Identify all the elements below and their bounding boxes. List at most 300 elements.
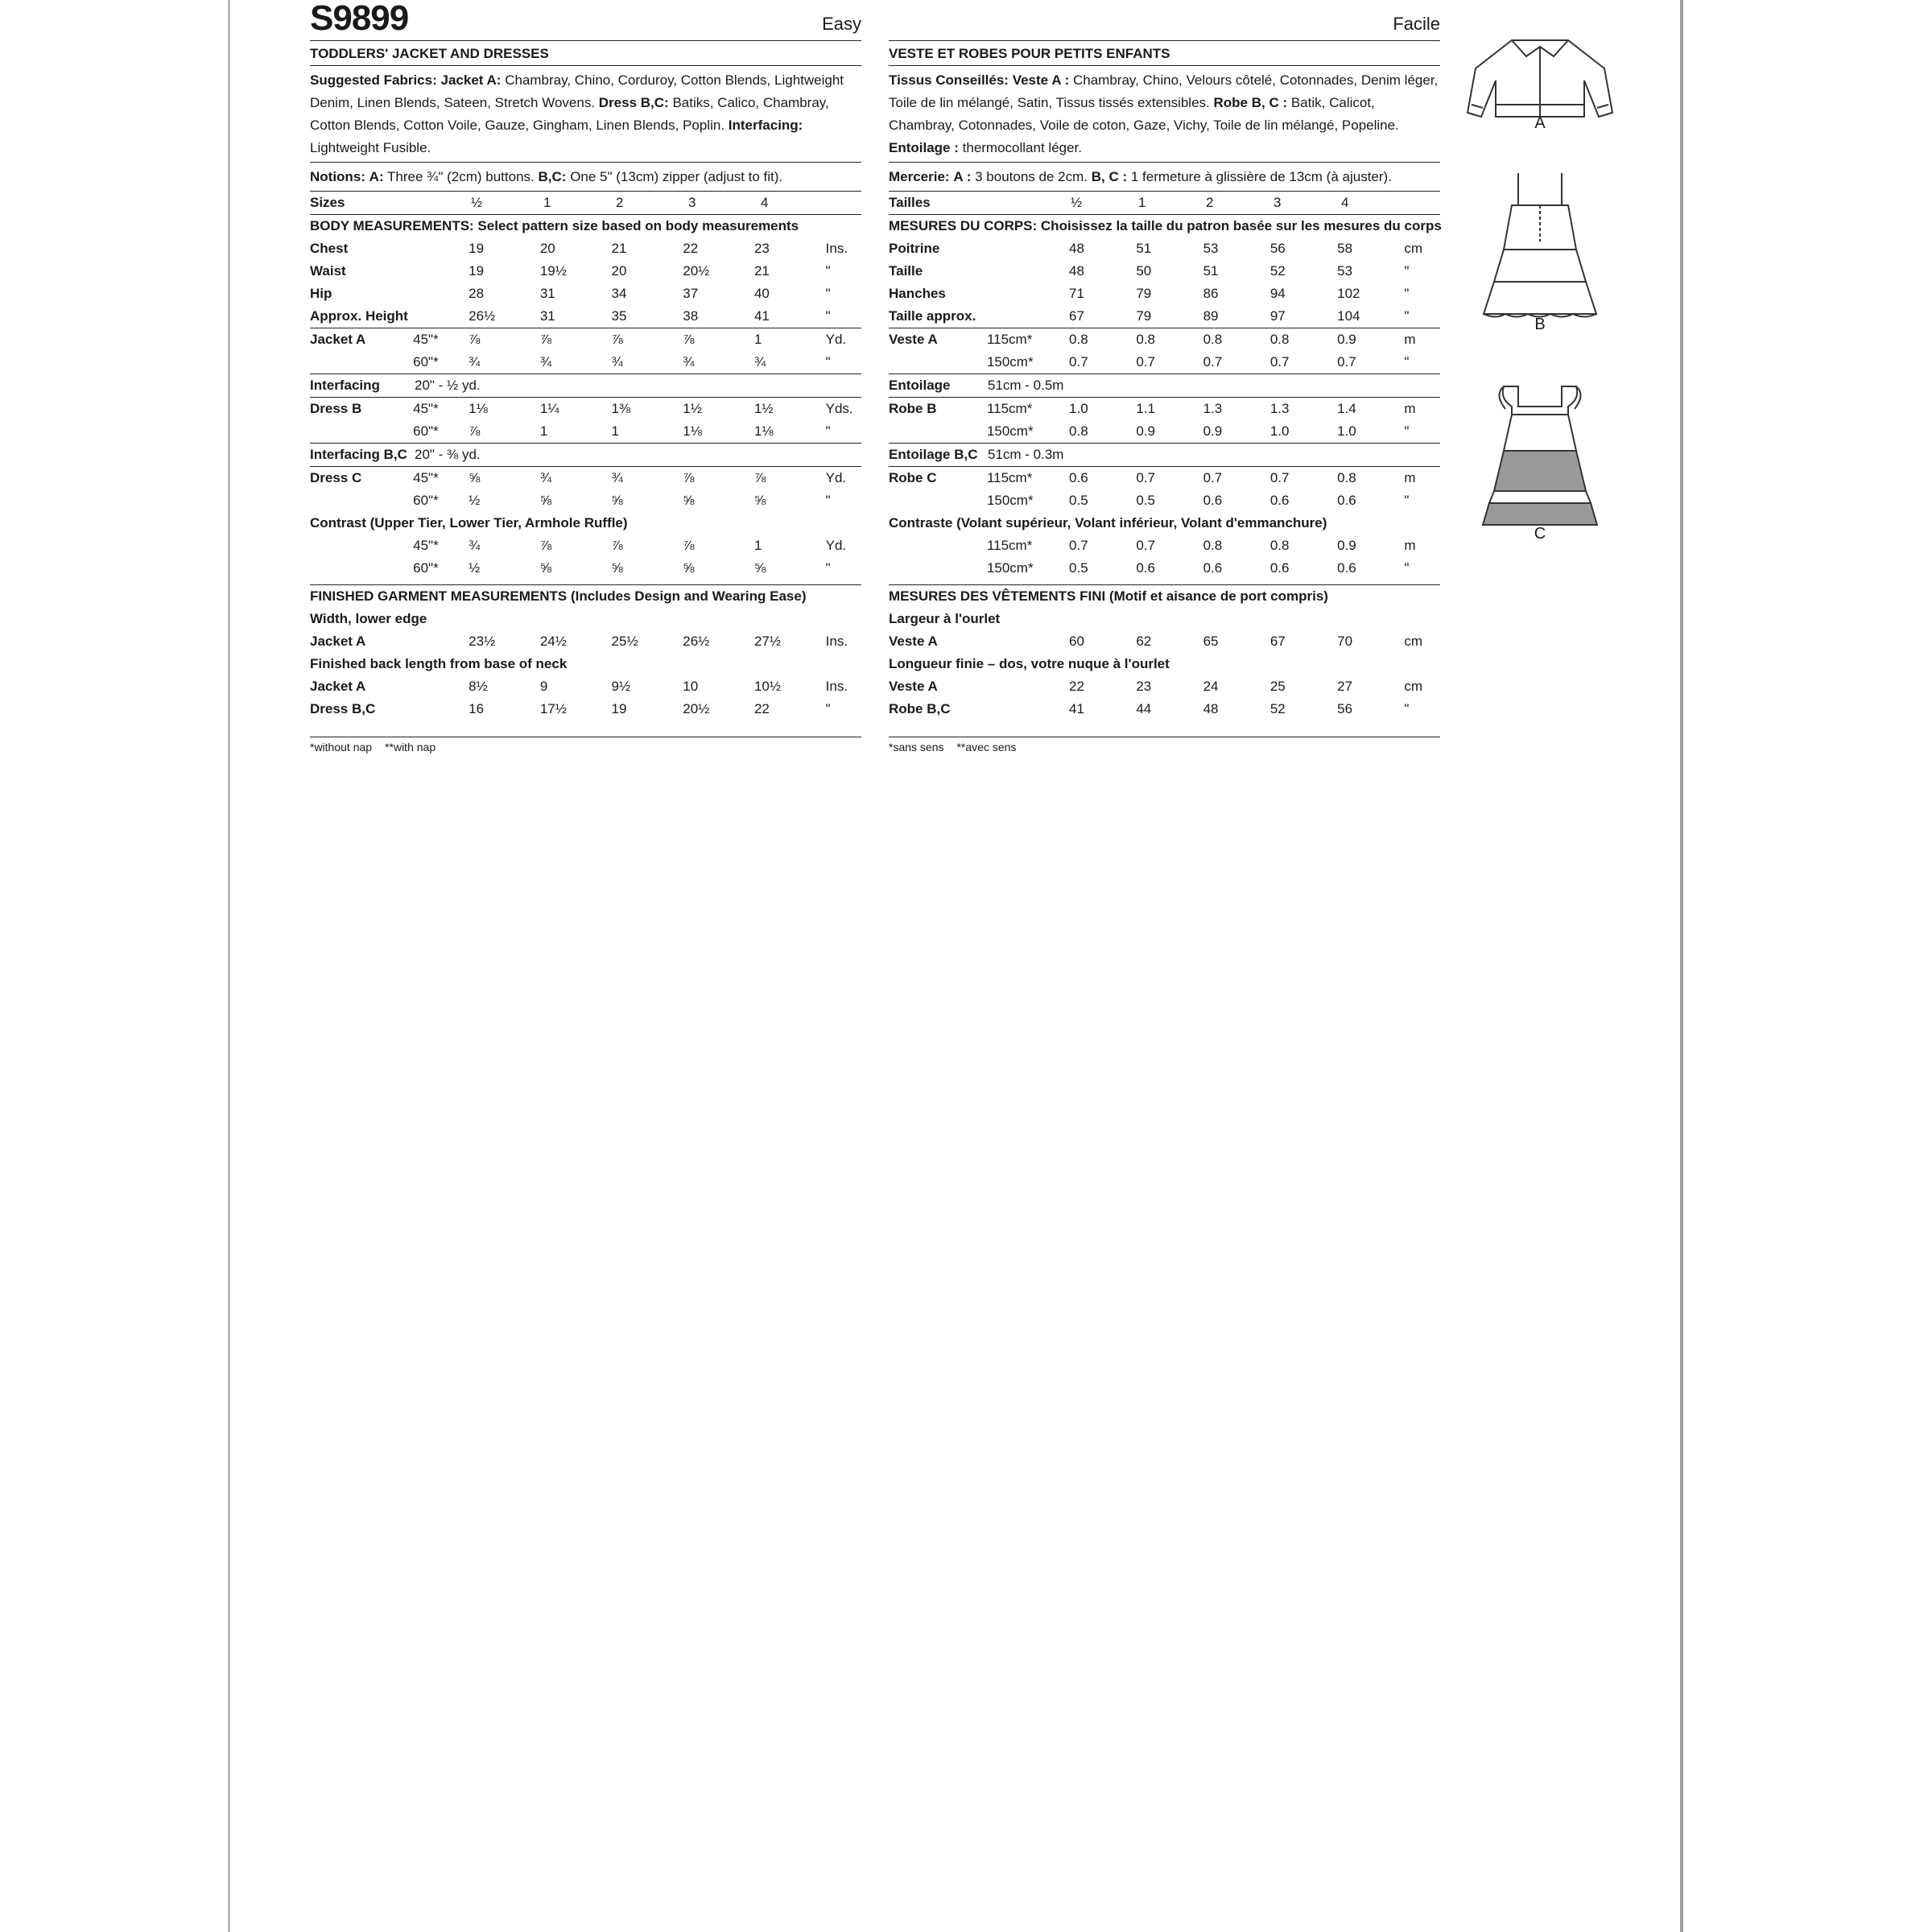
size-value: 62 (1136, 634, 1152, 649)
size-header: ½ (1071, 195, 1083, 210)
size-value: ⅞ (539, 332, 552, 347)
length-heading (889, 653, 1440, 675)
size-value: 35 (611, 308, 627, 324)
spacer (988, 192, 1071, 214)
sizes-label: Sizes (310, 195, 345, 210)
size-value: 25 (1269, 679, 1286, 694)
size-value: ⅝ (753, 560, 766, 576)
fabrics-label: Suggested Fabrics: (310, 72, 437, 88)
difficulty-level: Facile (1393, 14, 1440, 34)
finished-heading (889, 584, 1440, 608)
unit: m (1404, 332, 1416, 347)
size-value: 28 (469, 286, 485, 301)
view-b (1455, 161, 1624, 370)
size-value: 17½ (539, 701, 567, 716)
dress-c-yardage-row (310, 489, 861, 512)
size-value: 0.7 (1269, 354, 1290, 369)
size-value: 0.7 (1337, 354, 1356, 369)
size-value: 23 (753, 241, 770, 256)
sizes-row (889, 191, 1440, 214)
unit: " (1404, 701, 1410, 716)
size-value: 1.3 (1269, 401, 1290, 416)
size-value: 25½ (611, 634, 638, 649)
size-header: 4 (761, 195, 769, 210)
row-label: Taille (889, 263, 923, 279)
dress-c-drawing (1455, 370, 1624, 531)
width-heading (889, 608, 1440, 630)
size-value: 51 (1203, 263, 1219, 279)
size-value: 1.4 (1337, 401, 1356, 416)
size-value: 0.5 (1069, 560, 1088, 576)
size-value: 0.8 (1203, 332, 1223, 347)
size-value: 20 (539, 241, 555, 256)
finished-heading-text: MESURES DES VÊTEMENTS FINI (Motif et aisance de port compris) (889, 588, 1328, 604)
spacer (415, 192, 471, 214)
size-value: ¾ (469, 354, 481, 369)
size-value: 104 (1337, 308, 1360, 324)
size-value: ⅝ (539, 493, 552, 508)
size-value: 67 (1269, 634, 1286, 649)
size-value: 24 (1203, 679, 1219, 694)
row-label: Dress B (310, 401, 362, 416)
size-value: 1¼ (539, 401, 559, 416)
unit: " (825, 423, 831, 439)
size-value: 1⅛ (753, 423, 774, 439)
body-measurement-row (310, 260, 861, 283)
finished-heading (310, 584, 861, 608)
header (889, 0, 1440, 40)
size-value: 38 (683, 308, 699, 324)
size-value: 1.0 (1069, 401, 1088, 416)
unit: " (1404, 423, 1410, 439)
row-label (889, 489, 987, 512)
contrast-yardage-row (310, 535, 861, 557)
size-value: 20½ (683, 701, 710, 716)
interfacing-row (310, 374, 861, 397)
size-header: 3 (1274, 195, 1282, 210)
garment-views (1455, 24, 1624, 543)
size-value: 0.8 (1069, 332, 1088, 347)
size-header: 1 (1138, 195, 1146, 210)
size-value: 0.7 (1069, 538, 1088, 553)
size-value: 27½ (753, 634, 782, 649)
fabrics-int-label: Interfacing: (728, 118, 803, 133)
size-value: 53 (1203, 241, 1219, 256)
row-label: Approx. Height (310, 308, 408, 324)
size-value: ⅞ (539, 538, 552, 553)
unit: Ins. (825, 679, 848, 694)
size-value: 0.7 (1136, 354, 1155, 369)
footnotes (310, 737, 861, 753)
size-value: 26½ (683, 634, 710, 649)
size-value: ⅝ (611, 493, 623, 508)
size-value: 51 (1136, 241, 1152, 256)
body-measurement-row (310, 305, 861, 328)
unit: " (1404, 493, 1410, 508)
footnote-without-nap: *without nap (310, 741, 373, 753)
interfacing-amount: 20" - ½ yd. (415, 378, 481, 393)
size-value: ⅞ (469, 423, 481, 439)
size-value: 0.7 (1136, 538, 1155, 553)
body-measurement-row (889, 237, 1440, 260)
size-value: 0.6 (1069, 470, 1088, 485)
row-label: Veste A (889, 634, 938, 649)
difficulty-level: Easy (822, 14, 861, 34)
length-label: Finished back length from base of neck (310, 656, 568, 671)
fabric-width: 115cm* (986, 470, 1033, 485)
size-value: 0.8 (1269, 538, 1290, 553)
size-value: 1½ (753, 401, 774, 416)
notions-bc-text: One 5" (13cm) zipper (adjust to fit). (570, 169, 783, 184)
unit: " (825, 308, 831, 324)
size-value: 1 (611, 423, 619, 439)
row-label: Interfacing B,C (310, 447, 407, 462)
size-value: ⅞ (611, 538, 623, 553)
size-value: 0.6 (1269, 493, 1290, 508)
row-label: Veste A (889, 332, 938, 347)
fabric-width (987, 305, 1069, 328)
footnote-with-nap: **avec sens (956, 741, 1017, 753)
fabric-width: 45"* (413, 332, 439, 347)
interfacing-bc-row (889, 443, 1440, 466)
fabric-width: 115cm* (986, 401, 1033, 416)
fabric-width: 150cm* (986, 493, 1034, 508)
row-label: Hip (310, 286, 332, 301)
row-label (310, 557, 413, 580)
size-value: 9 (539, 679, 548, 694)
row-label (310, 489, 413, 512)
footnote-without-nap: *sans sens (889, 741, 944, 753)
fabric-width (987, 237, 1069, 260)
size-value: 89 (1203, 308, 1219, 324)
fabric-width: 115cm* (986, 538, 1033, 553)
row-label: Veste A (889, 679, 938, 694)
fabric-width (987, 630, 1069, 653)
unit: " (1404, 263, 1410, 279)
finished-width-row (889, 630, 1440, 653)
fabric-width (987, 675, 1069, 698)
fabrics-a-label: Jacket A: (440, 72, 502, 88)
fabric-width: 60"* (413, 354, 439, 369)
unit: " (1404, 308, 1410, 324)
size-value: 48 (1203, 701, 1219, 716)
size-value: 0.7 (1203, 354, 1223, 369)
size-header: 2 (616, 195, 624, 210)
size-value: 0.8 (1136, 332, 1155, 347)
size-value: 0.6 (1269, 560, 1290, 576)
fabric-width (987, 283, 1069, 305)
size-value: 40 (753, 286, 770, 301)
interfacing-bc-row (310, 443, 861, 466)
size-value: 0.8 (1069, 423, 1088, 439)
size-value: ¾ (611, 470, 623, 485)
row-label: Entoilage (889, 378, 951, 393)
size-value: ¾ (611, 354, 623, 369)
unit: m (1404, 470, 1416, 485)
size-value: 86 (1203, 286, 1219, 301)
fabric-width: 45"* (413, 401, 439, 416)
size-value: 27 (1337, 679, 1353, 694)
size-value: 0.5 (1069, 493, 1088, 508)
row-label: Robe C (889, 470, 937, 485)
notions-label: Mercerie: (889, 169, 950, 184)
size-value: 50 (1136, 263, 1152, 279)
notions-a-label: A: (369, 169, 384, 184)
unit: m (1404, 538, 1416, 553)
size-value: 0.6 (1337, 560, 1356, 576)
fabric-width (987, 698, 1069, 720)
width-label: Largeur à l'ourlet (889, 611, 1001, 626)
section-title: VESTE ET ROBES POUR PETITS ENFANTS (889, 40, 1440, 65)
size-value: 1.0 (1269, 423, 1290, 439)
fabrics-int-text: Lightweight Fusible. (310, 140, 431, 155)
size-value: ⅝ (611, 560, 623, 576)
fabric-width: 60"* (413, 560, 439, 576)
size-value: 65 (1203, 634, 1219, 649)
interfacing-amount: 20" - ⅜ yd. (415, 447, 481, 462)
dress-c-yardage-row (889, 466, 1440, 489)
width-heading (310, 608, 861, 630)
size-value: ¾ (539, 354, 552, 369)
unit: " (1404, 354, 1410, 369)
size-value: ⅝ (683, 560, 695, 576)
row-label (889, 535, 987, 557)
row-label: Jacket A (310, 634, 366, 649)
footnote-with-nap: **with nap (385, 741, 436, 753)
unit: " (825, 493, 831, 508)
size-value: 0.8 (1269, 332, 1290, 347)
dress-c-yardage-row (889, 489, 1440, 512)
row-label: Jacket A (310, 679, 366, 694)
unit: cm (1404, 679, 1423, 694)
size-value: 0.9 (1337, 538, 1356, 553)
interfacing-amount: 51cm - 0.3m (988, 447, 1064, 462)
size-value: 0.9 (1337, 332, 1356, 347)
size-value: 19 (611, 701, 627, 716)
fabrics-label: Tissus Conseillés: (889, 72, 1009, 88)
size-value: ⅞ (611, 332, 623, 347)
size-value: 34 (611, 286, 627, 301)
size-value: 1.3 (1203, 401, 1223, 416)
fabric-width (413, 305, 469, 328)
unit: Yd. (825, 332, 847, 347)
notions-bc-label: B,C: (538, 169, 567, 184)
size-value: ⅞ (469, 332, 481, 347)
suggested-fabrics (889, 65, 1440, 162)
size-value: ¾ (539, 470, 552, 485)
size-value: 79 (1136, 308, 1152, 324)
unit: " (825, 701, 831, 716)
unit: m (1404, 401, 1416, 416)
size-value: 0.7 (1269, 470, 1290, 485)
row-label: Chest (310, 241, 349, 256)
dress-c-yardage-row (310, 466, 861, 489)
unit: cm (1404, 634, 1423, 649)
size-value: 20 (611, 263, 627, 279)
size-value: ⅞ (753, 470, 766, 485)
size-value: 0.6 (1136, 560, 1155, 576)
contrast-label: Contraste (Volant supérieur, Volant inférieur, Volant d'emmanchure) (889, 515, 1327, 530)
row-label: Interfacing (310, 378, 380, 393)
size-value: 0.8 (1203, 538, 1223, 553)
size-value: 1⅜ (611, 401, 631, 416)
row-label (889, 420, 987, 443)
row-label: Poitrine (889, 241, 940, 256)
size-value: 53 (1337, 263, 1353, 279)
size-value: ⅝ (683, 493, 695, 508)
section-title: TODDLERS' JACKET AND DRESSES (310, 40, 861, 65)
notions-label: Notions: (310, 169, 365, 184)
footnotes (889, 737, 1440, 753)
size-value: 31 (539, 286, 555, 301)
sizes-row (310, 191, 861, 214)
finished-length-row (889, 698, 1440, 720)
body-measurement-row (310, 237, 861, 260)
size-value: ¾ (469, 538, 481, 553)
view-c-label: C (1534, 525, 1546, 543)
row-label: Hanches (889, 286, 946, 301)
size-value: 22 (683, 241, 699, 256)
unit: " (1404, 286, 1410, 301)
size-value: 0.6 (1203, 493, 1223, 508)
fabrics-bc-text: Batik, Calicot, Chambray, Cotonnades, Voile de coton, Gaze, Vichy, Toile de lin mélangé, Popeline. (889, 95, 1399, 133)
size-value: 26½ (469, 308, 496, 324)
body-measurements-heading (310, 214, 861, 237)
size-value: 1½ (683, 401, 702, 416)
size-value: 102 (1337, 286, 1360, 301)
fabric-width (413, 630, 469, 653)
fabric-width (413, 698, 469, 720)
size-value: 60 (1069, 634, 1084, 649)
size-value: 1.0 (1337, 423, 1356, 439)
size-value: 79 (1136, 286, 1152, 301)
fabric-width: 45"* (413, 470, 439, 485)
size-value: 70 (1337, 634, 1353, 649)
header (310, 0, 861, 40)
jacket-a-yardage-row (310, 351, 861, 374)
body-heading-text: MESURES DU CORPS: Choisissez la taille du patron basée sur les mesures du corps (889, 218, 1442, 233)
fabric-width: 115cm* (986, 332, 1033, 347)
size-value: 0.6 (1337, 493, 1356, 508)
finished-length-row (889, 675, 1440, 698)
fabric-width: 150cm* (986, 560, 1034, 576)
unit: " (825, 286, 831, 301)
size-value: 24½ (539, 634, 567, 649)
size-value: 71 (1069, 286, 1084, 301)
jacket-a-yardage-row (889, 328, 1440, 351)
notions (889, 162, 1440, 191)
unit: Yd. (825, 538, 847, 553)
page-edge-left (228, 0, 230, 1932)
size-value: 52 (1269, 701, 1286, 716)
size-header: 2 (1206, 195, 1214, 210)
notions-bc-label: B, C : (1091, 169, 1128, 184)
size-value: 21 (611, 241, 627, 256)
dress-b-drawing (1455, 161, 1624, 322)
fabric-width: 150cm* (986, 423, 1034, 439)
size-value: 0.7 (1069, 354, 1088, 369)
finished-length-row (310, 698, 861, 720)
view-a-label: A (1534, 114, 1546, 132)
view-b-label: B (1534, 316, 1546, 333)
size-value: 22 (753, 701, 770, 716)
row-label: Robe B,C (889, 701, 951, 716)
size-value: 0.7 (1136, 470, 1155, 485)
size-value: 44 (1136, 701, 1152, 716)
fabrics-a-label: Veste A : (1012, 72, 1070, 88)
body-measurement-row (310, 283, 861, 305)
size-value: ¾ (683, 354, 695, 369)
size-value: 0.8 (1337, 470, 1356, 485)
size-value: 1 (753, 538, 762, 553)
length-heading (310, 653, 861, 675)
dress-b-yardage-row (889, 397, 1440, 420)
unit: Ins. (825, 241, 848, 256)
fabric-width (987, 260, 1069, 283)
size-header: ½ (471, 195, 483, 210)
size-value: 16 (469, 701, 485, 716)
fabric-width (413, 283, 469, 305)
size-value: 58 (1337, 241, 1353, 256)
row-label: Taille approx. (889, 308, 976, 324)
body-measurements-heading (889, 214, 1440, 237)
size-value: 1.1 (1136, 401, 1155, 416)
notions (310, 162, 861, 191)
size-value: 0.7 (1203, 470, 1223, 485)
size-value: 56 (1269, 241, 1286, 256)
notions-a-text: 3 boutons de 2cm. (975, 169, 1088, 184)
contrast-yardage-row (889, 557, 1440, 580)
unit: " (1404, 560, 1410, 576)
contrast-yardage-row (310, 557, 861, 580)
size-value: ⅞ (683, 538, 695, 553)
sizes-label: Tailles (889, 195, 931, 210)
size-value: 1⅛ (469, 401, 488, 416)
unit: cm (1404, 241, 1423, 256)
size-value: 19 (469, 263, 485, 279)
size-value: 8½ (469, 679, 488, 694)
row-label (310, 351, 413, 374)
size-value: ⅝ (539, 560, 552, 576)
body-measurement-row (889, 283, 1440, 305)
dress-b-yardage-row (310, 397, 861, 420)
width-label: Width, lower edge (310, 611, 427, 626)
size-value: 9½ (611, 679, 631, 694)
size-value: 1 (753, 332, 762, 347)
english-column (310, 0, 861, 753)
size-value: 22 (1069, 679, 1084, 694)
size-value: 41 (1069, 701, 1084, 716)
size-value: 56 (1337, 701, 1353, 716)
fabrics-bc-text: Batiks, Calico, Chambray, Cotton Blends, Cotton Voile, Gauze, Gingham, Linen Blends, Poplin. (310, 95, 829, 133)
size-value: 23 (1136, 679, 1152, 694)
interfacing-row (889, 374, 1440, 397)
body-measurement-row (889, 260, 1440, 283)
size-value: 48 (1069, 263, 1084, 279)
fabrics-int-label: Entoilage : (889, 140, 959, 155)
size-value: 23½ (469, 634, 496, 649)
interfacing-amount: 51cm - 0.5m (988, 378, 1064, 393)
size-value: 10½ (753, 679, 782, 694)
size-value: 0.9 (1203, 423, 1223, 439)
size-value: 37 (683, 286, 699, 301)
size-value: 19½ (539, 263, 567, 279)
size-value: ⅞ (683, 470, 695, 485)
row-label (889, 557, 987, 580)
notions-a-text: Three ¾" (2cm) buttons. (387, 169, 535, 184)
row-label: Entoilage B,C (889, 447, 978, 462)
fabric-width (413, 237, 469, 260)
